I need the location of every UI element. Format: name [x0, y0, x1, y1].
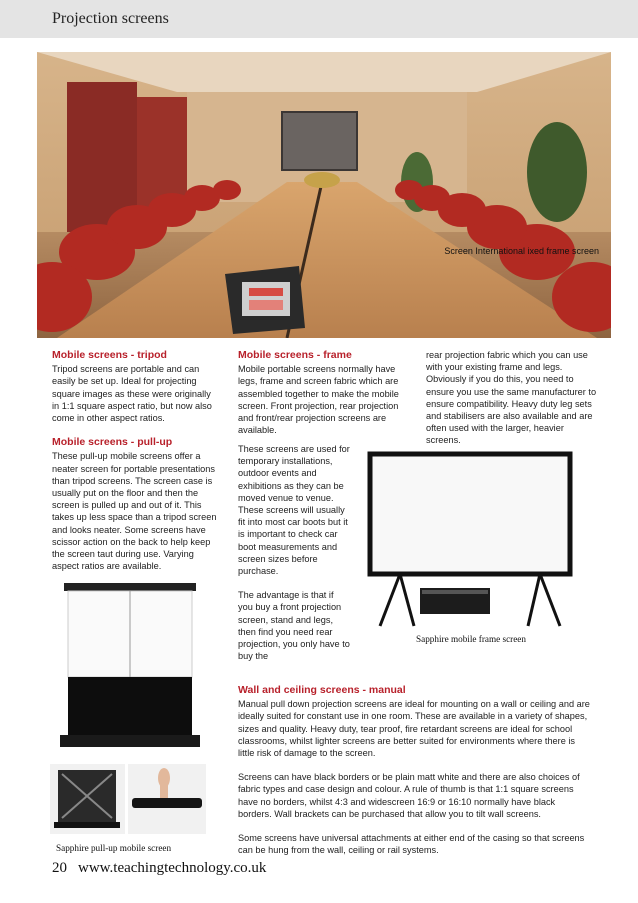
- conference-room-illustration: [37, 52, 611, 338]
- pullup-caption: Sapphire pull-up mobile screen: [56, 843, 172, 853]
- carry-case-illustration: [128, 764, 206, 834]
- wall-text-1: Manual pull down projection screens are ideal for mounting on a wall or ceiling and are ideally suited for constant use in one room. These are available in a variety of shapes, sizes and quality. Heavy duty, tear proof, fire retardant screens are ideal for school classrooms, whilst lighter screens are better suited for environments where there is little risk of damage to the screen.: [238, 699, 590, 759]
- conference-room-photo: [37, 52, 611, 338]
- tripod-heading: Mobile screens - tripod: [52, 349, 167, 361]
- frame-text: Mobile portable screens normally have legs, frame and screen fabric which are assembled together to make the mobile screen. Front projection, rear projection and front/rear projection screens are available.: [238, 364, 399, 436]
- website-link[interactable]: www.teachingtechnology.co.uk: [78, 860, 267, 876]
- pullup-screen-illustration: [50, 575, 210, 755]
- column-2-middle: [238, 443, 350, 662]
- tripod-text: Tripod screens are portable and can easily be set up. Ideal for projecting square images as these were originally in 1:1 square aspect ratio, but now also come in other aspect ratios.: [52, 364, 212, 424]
- column-3: [426, 349, 598, 447]
- column-2-top: [238, 349, 410, 436]
- frame-caption: Sapphire mobile frame screen: [416, 634, 526, 644]
- pullup-screen-image: [50, 575, 210, 755]
- page-header: [0, 0, 638, 38]
- pullup-heading: Mobile screens - pull-up: [52, 436, 173, 449]
- wall-heading: Wall and ceiling screens - manual: [238, 684, 406, 696]
- section-title: Projection screens: [52, 10, 169, 27]
- frame-continued-text: rear projection fabric which you can use with your existing frame and legs. Obviously if you do this, you need to ensure you use the same manufacturer to ensure compatibility. Heavy duty leg sets and stabilisers are also available and are often used with the larger, heavier screens.: [426, 350, 597, 446]
- frame-screen-illustration: [360, 448, 592, 628]
- frame-text-2: These screens are used for temporary installations, outdoor events and exhibitions as they can be moved venue to venue. These screens will usually fit into most car boots but it is important to check car boot measurements and screen sizes before purchase.: [238, 444, 350, 577]
- frame-screen-image: [360, 448, 592, 628]
- pullup-text: These pull-up mobile screens offer a neater screen for portable presentations than tripod screens. The screen case is usually put on the floor and then the screen is pulled up and out of it. This takes up less space than a tripod screen and looks neater. Some screens have scissor action on the back to help keep the screen taut during use. Varying aspect ratios are available.: [52, 451, 217, 572]
- scissor-mechanism-illustration: [50, 764, 125, 834]
- frame-heading: Mobile screens - frame: [238, 349, 352, 361]
- page-number: 20: [52, 860, 67, 876]
- pullup-screen-back-image: [50, 764, 125, 834]
- wall-text-3: Some screens have universal attachments at either end of the casing so that screens can be hung from the wall, ceiling or rail systems.: [238, 833, 585, 856]
- frame-text-3: The advantage is that if you buy a front projection screen, stand and legs, then find you need rear projection, you only have to buy the: [238, 590, 350, 662]
- hero-caption: Screen International ixed frame screen: [444, 246, 599, 256]
- wall-section: [238, 684, 590, 856]
- wall-text-2: Screens can have black borders or be plain matt white and there are also choices of fabric types and case design and colour. A rule of thumb is that 1:1 square screens have no borders, whilst 4:3 and widescreen 16:9 or 16:10 normally have black borders. Wall brackets can be purchased that allow you to tilt wall screens.: [238, 772, 580, 819]
- pullup-case-image: [128, 764, 206, 834]
- column-1: [52, 349, 220, 572]
